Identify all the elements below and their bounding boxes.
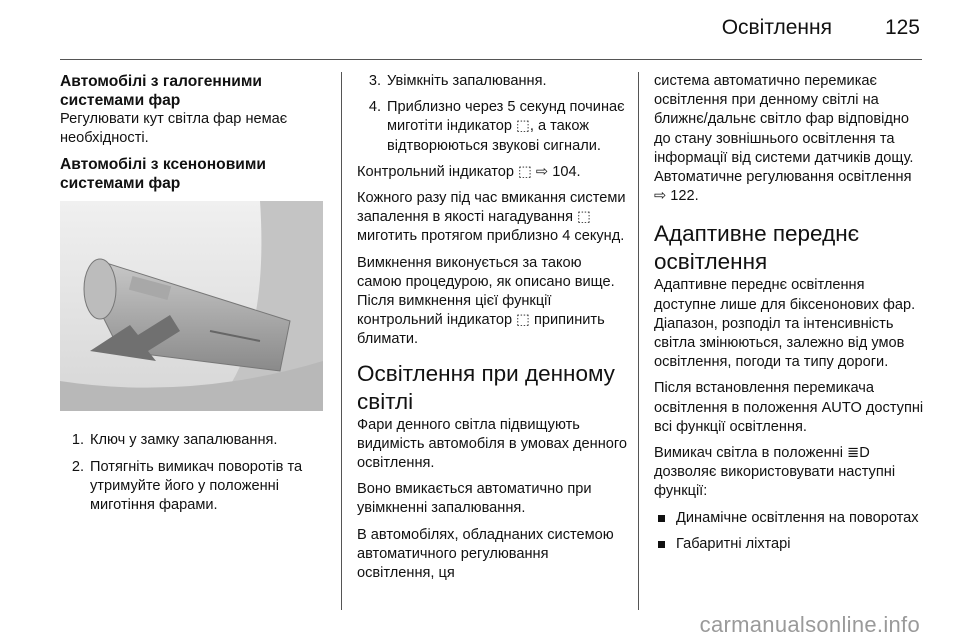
adaptive-text-1: Адаптивне переднє освітлення доступне лише для біксенонових фар. Діапазон, розподіл та інтенсивність світла змінюються, залежно від умов освітлення, погоди та типу дороги. (654, 277, 916, 371)
adaptive-lighting-heading: Адаптивне переднє освітлення (654, 221, 860, 275)
xenon-heading: Автомобілі з ксеноновими системами фар (60, 156, 266, 193)
adaptive-text-2: Після встановлення перемикача освітлення в положення AUTO доступні всі функції освітлення. (654, 380, 924, 435)
list-item: Габаритні ліхтарі (654, 535, 924, 554)
watermark: carmanualsonline.info (699, 612, 920, 637)
bullet-icon (658, 515, 665, 522)
column-divider-1 (341, 72, 342, 610)
reminder-text: Кожного разу під час вмикання системи запалення в якості нагадування ⬚ миготить протягом приблизно 4 секунд. (357, 190, 626, 245)
auto-switch-text: система автоматично перемикає освітлення при денному світлі на ближнє/дальнє світло фар відповідно до стану зовнішнього освітлення та інформації від системи датчиків дощу. (654, 73, 914, 166)
daytime-text-1: Фари денного світла підвищують видимість автомобіля в умовах денного освітлення. (357, 416, 628, 472)
auto-lighting-reference: Автоматичне регулювання освітлення ⇨ 122. (654, 169, 912, 205)
steps-list-1 (60, 431, 328, 515)
indicator-reference: Контрольний індикатор ⬚ ⇨ 104. (357, 163, 581, 180)
header-rule (60, 59, 922, 60)
column-3 (654, 72, 924, 561)
turn-signal-lever-illustration (60, 201, 323, 411)
list-item: 2. Потягніть вимикач поворотів та утримуйте його у положенні миготіння фарами. (71, 458, 303, 514)
list-item: Динамічне освітлення на поворотах (654, 509, 924, 528)
page-title: Освітлення (721, 16, 832, 39)
steps-list-2 (357, 72, 629, 156)
list-item: 3. Увімкніть запалювання. (368, 73, 547, 89)
disable-text: Вимкнення виконується за такою самою процедурою, як описано вище. Після вимкнення цієї функції контрольний індикатор ⬚ припинить блимати. (357, 254, 615, 348)
halogen-heading: Автомобілі з галогенними системами фар (60, 73, 262, 109)
page-number: 125 (884, 16, 920, 39)
daytime-lights-heading: Освітлення при денному світлі (357, 360, 615, 414)
column-2 (357, 72, 629, 590)
halogen-text: Регулювати кут світла фар немає необхідності. (60, 111, 288, 147)
list-item: 4. Приблизно через 5 секунд починає миготіти індикатор ⬚, а також відтворюються звукові сигнали. (368, 99, 625, 154)
daytime-text-3: В автомобілях, обладнаних системою автоматичного регулювання освітлення, ця (357, 526, 614, 582)
column-divider-2 (638, 72, 639, 610)
column-1 (60, 72, 328, 522)
list-item: 1. Ключ у замку запалювання. (71, 432, 278, 449)
daytime-text-2: Воно вмикається автоматично при увімкненні запалювання. (357, 481, 592, 517)
page-header (0, 0, 960, 62)
adaptive-text-3: Вимикач світла в положенні ≣D дозволяє використовувати наступні функції: (654, 445, 896, 500)
bullet-icon (658, 541, 665, 548)
